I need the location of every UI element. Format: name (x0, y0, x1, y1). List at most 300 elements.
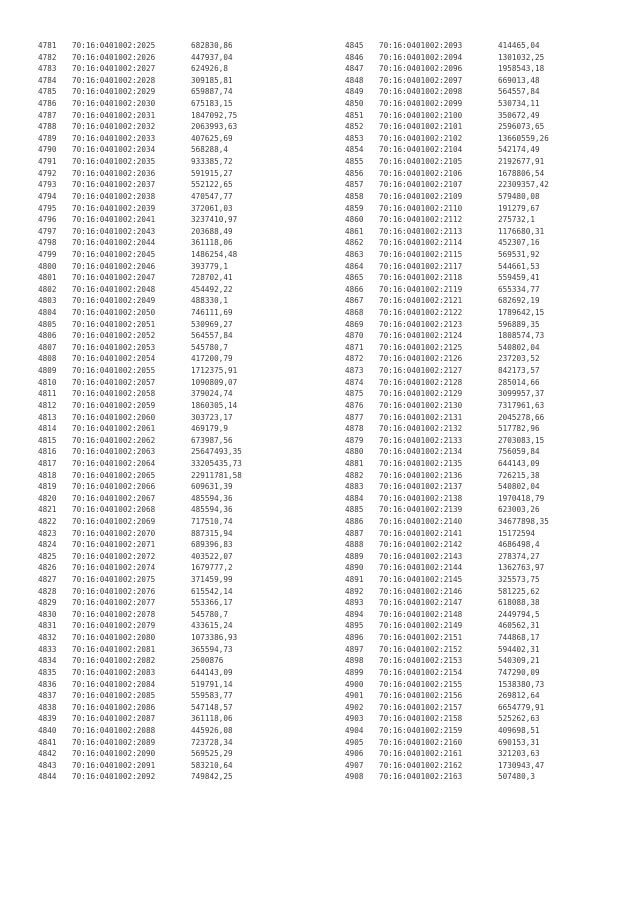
row-number: 4816 (38, 447, 57, 457)
table-row (38, 307, 303, 319)
cadastral-value: 559459,41 (498, 273, 540, 283)
row-number: 4853 (345, 133, 364, 143)
table-row (38, 144, 303, 156)
row-number: 4868 (345, 308, 364, 318)
cadastral-number: 70:16:0401002:2072 (72, 551, 156, 561)
table-row (345, 539, 610, 551)
table-row (345, 63, 610, 75)
cadastral-number: 70:16:0401002:2126 (379, 354, 463, 364)
row-number: 4876 (345, 400, 364, 410)
cadastral-value: 1847092,75 (191, 110, 238, 120)
cadastral-number: 70:16:0401002:2039 (72, 203, 156, 213)
table-row (38, 713, 303, 725)
cadastral-number: 70:16:0401002:2142 (379, 540, 463, 550)
table-row (345, 330, 610, 342)
row-number: 4785 (38, 87, 57, 97)
cadastral-number: 70:16:0401002:2153 (379, 656, 463, 666)
cadastral-number: 70:16:0401002:2101 (379, 122, 463, 132)
cadastral-number: 70:16:0401002:2038 (72, 191, 156, 201)
row-number: 4829 (38, 598, 57, 608)
cadastral-value: 545780,7 (191, 342, 228, 352)
cadastral-number: 70:16:0401002:2057 (72, 377, 156, 387)
cadastral-number: 70:16:0401002:2096 (379, 64, 463, 74)
table-row (38, 644, 303, 656)
cadastral-value: 596889,35 (498, 319, 540, 329)
row-number: 4865 (345, 273, 364, 283)
row-number: 4900 (345, 679, 364, 689)
cadastral-value: 485594,36 (191, 505, 233, 515)
row-number: 4895 (345, 621, 364, 631)
cadastral-number: 70:16:0401002:2045 (72, 249, 156, 259)
cadastral-value: 583210,64 (191, 760, 233, 770)
table-row (38, 493, 303, 505)
table-row (38, 470, 303, 482)
cadastral-value: 22911781,58 (191, 470, 242, 480)
cadastral-number: 70:16:0401002:2066 (72, 482, 156, 492)
cadastral-value: 569525,29 (191, 749, 233, 759)
cadastral-value: 417200,79 (191, 354, 233, 364)
cadastral-number: 70:16:0401002:2099 (379, 99, 463, 109)
cadastral-value: 350672,49 (498, 110, 540, 120)
cadastral-value: 744868,17 (498, 633, 540, 643)
row-number: 4831 (38, 621, 57, 631)
table-row (38, 388, 303, 400)
cadastral-number: 70:16:0401002:2036 (72, 168, 156, 178)
cadastral-number: 70:16:0401002:2044 (72, 238, 156, 248)
cadastral-value: 1860305,14 (191, 400, 238, 410)
cadastral-value: 1678806,54 (498, 168, 545, 178)
table-row (38, 261, 303, 273)
row-number: 4874 (345, 377, 364, 387)
cadastral-number: 70:16:0401002:2067 (72, 493, 156, 503)
cadastral-number: 70:16:0401002:2068 (72, 505, 156, 515)
cadastral-number: 70:16:0401002:2041 (72, 215, 156, 225)
row-number: 4871 (345, 342, 364, 352)
row-number: 4796 (38, 215, 57, 225)
row-number: 4827 (38, 575, 57, 585)
cadastral-number: 70:16:0401002:2058 (72, 389, 156, 399)
cadastral-value: 579480,08 (498, 191, 540, 201)
row-number: 4859 (345, 203, 364, 213)
cadastral-number: 70:16:0401002:2130 (379, 400, 463, 410)
cadastral-value: 371459,99 (191, 575, 233, 585)
table-row (38, 319, 303, 331)
row-number: 4861 (345, 226, 364, 236)
cadastral-number: 70:16:0401002:2158 (379, 714, 463, 724)
cadastral-number: 70:16:0401002:2135 (379, 458, 463, 468)
table-row (38, 435, 303, 447)
table-row (345, 690, 610, 702)
cadastral-number: 70:16:0401002:2127 (379, 366, 463, 376)
cadastral-value: 559583,77 (191, 691, 233, 701)
row-number: 4839 (38, 714, 57, 724)
table-row (38, 667, 303, 679)
cadastral-value: 540802,04 (498, 482, 540, 492)
cadastral-value: 13660559,26 (498, 133, 549, 143)
cadastral-number: 70:16:0401002:2113 (379, 226, 463, 236)
row-number: 4893 (345, 598, 364, 608)
row-number: 4879 (345, 435, 364, 445)
row-number: 4896 (345, 633, 364, 643)
row-number: 4837 (38, 691, 57, 701)
cadastral-number: 70:16:0401002:2063 (72, 447, 156, 457)
cadastral-value: 433615,24 (191, 621, 233, 631)
row-number: 4875 (345, 389, 364, 399)
cadastral-value: 933385,72 (191, 157, 233, 167)
cadastral-number: 70:16:0401002:2078 (72, 609, 156, 619)
cadastral-number: 70:16:0401002:2114 (379, 238, 463, 248)
table-row (345, 203, 610, 215)
cadastral-value: 519791,14 (191, 679, 233, 689)
cadastral-value: 22309357,42 (498, 180, 549, 190)
cadastral-value: 1712375,91 (191, 366, 238, 376)
cadastral-value: 542174,49 (498, 145, 540, 155)
cadastral-number: 70:16:0401002:2074 (72, 563, 156, 573)
cadastral-number: 70:16:0401002:2085 (72, 691, 156, 701)
row-number: 4818 (38, 470, 57, 480)
cadastral-value: 569531,92 (498, 249, 540, 259)
table-row (38, 377, 303, 389)
row-number: 4820 (38, 493, 57, 503)
cadastral-number: 70:16:0401002:2133 (379, 435, 463, 445)
cadastral-number: 70:16:0401002:2059 (72, 400, 156, 410)
row-number: 4844 (38, 772, 57, 782)
cadastral-value: 237203,52 (498, 354, 540, 364)
cadastral-number: 70:16:0401002:2086 (72, 702, 156, 712)
cadastral-value: 689396,83 (191, 540, 233, 550)
row-number: 4821 (38, 505, 57, 515)
cadastral-number: 70:16:0401002:2080 (72, 633, 156, 643)
cadastral-value: 407625,69 (191, 133, 233, 143)
table-row (345, 214, 610, 226)
cadastral-number: 70:16:0401002:2029 (72, 87, 156, 97)
table-row (38, 133, 303, 145)
cadastral-number: 70:16:0401002:2025 (72, 41, 156, 50)
table-row (345, 551, 610, 563)
row-number: 4819 (38, 482, 57, 492)
table-row (345, 284, 610, 296)
cadastral-number: 70:16:0401002:2089 (72, 737, 156, 747)
row-number: 4843 (38, 760, 57, 770)
cadastral-number: 70:16:0401002:2061 (72, 424, 156, 434)
table-row (345, 609, 610, 621)
cadastral-value: 591915,27 (191, 168, 233, 178)
cadastral-value: 594402,31 (498, 644, 540, 654)
table-row (38, 504, 303, 516)
row-number: 4850 (345, 99, 364, 109)
row-number: 4834 (38, 656, 57, 666)
row-number: 4851 (345, 110, 364, 120)
table-row (345, 226, 610, 238)
row-number: 4836 (38, 679, 57, 689)
cadastral-number: 70:16:0401002:2146 (379, 586, 463, 596)
right-column (345, 40, 610, 783)
row-number: 4892 (345, 586, 364, 596)
row-number: 4781 (38, 41, 57, 50)
cadastral-number: 70:16:0401002:2075 (72, 575, 156, 585)
table-row (345, 528, 610, 540)
cadastral-number: 70:16:0401002:2163 (379, 772, 463, 782)
cadastral-value: 191279,67 (498, 203, 540, 213)
cadastral-value: 553366,17 (191, 598, 233, 608)
table-row (38, 52, 303, 64)
cadastral-number: 70:16:0401002:2144 (379, 563, 463, 573)
row-number: 4881 (345, 458, 364, 468)
row-number: 4792 (38, 168, 57, 178)
cadastral-number: 70:16:0401002:2118 (379, 273, 463, 283)
table-row (38, 586, 303, 598)
cadastral-value: 447937,04 (191, 52, 233, 62)
row-number: 4867 (345, 296, 364, 306)
table-row (38, 86, 303, 98)
row-number: 4809 (38, 366, 57, 376)
row-number: 4907 (345, 760, 364, 770)
row-number: 4794 (38, 191, 57, 201)
table-row (345, 156, 610, 168)
cadastral-number: 70:16:0401002:2159 (379, 725, 463, 735)
table-row (38, 284, 303, 296)
row-number: 4883 (345, 482, 364, 492)
cadastral-value: 2045278,66 (498, 412, 545, 422)
cadastral-number: 70:16:0401002:2129 (379, 389, 463, 399)
cadastral-number: 70:16:0401002:2082 (72, 656, 156, 666)
row-number: 4858 (345, 191, 364, 201)
cadastral-number: 70:16:0401002:2119 (379, 284, 463, 294)
cadastral-number: 70:16:0401002:2064 (72, 458, 156, 468)
table-row (38, 620, 303, 632)
table-row (345, 516, 610, 528)
cadastral-number: 70:16:0401002:2060 (72, 412, 156, 422)
cadastral-value: 655334,77 (498, 284, 540, 294)
table-row (345, 562, 610, 574)
table-row (38, 446, 303, 458)
cadastral-value: 445926,08 (191, 725, 233, 735)
table-row (38, 121, 303, 133)
cadastral-value: 1730943,47 (498, 760, 545, 770)
cadastral-number: 70:16:0401002:2154 (379, 667, 463, 677)
cadastral-number: 70:16:0401002:2037 (72, 180, 156, 190)
cadastral-number: 70:16:0401002:2027 (72, 64, 156, 74)
row-number: 4878 (345, 424, 364, 434)
cadastral-value: 470547,77 (191, 191, 233, 201)
cadastral-number: 70:16:0401002:2079 (72, 621, 156, 631)
cadastral-value: 6654779,91 (498, 702, 545, 712)
row-number: 4800 (38, 261, 57, 271)
cadastral-value: 540309,21 (498, 656, 540, 666)
cadastral-number: 70:16:0401002:2054 (72, 354, 156, 364)
cadastral-number: 70:16:0401002:2052 (72, 331, 156, 341)
table-row (38, 214, 303, 226)
cadastral-number: 70:16:0401002:2149 (379, 621, 463, 631)
row-number: 4810 (38, 377, 57, 387)
row-number: 4838 (38, 702, 57, 712)
cadastral-number: 70:16:0401002:2161 (379, 749, 463, 759)
cadastral-number: 70:16:0401002:2048 (72, 284, 156, 294)
cadastral-value: 747290,09 (498, 667, 540, 677)
table-row (38, 423, 303, 435)
cadastral-value: 564557,84 (191, 331, 233, 341)
cadastral-number: 70:16:0401002:2148 (379, 609, 463, 619)
cadastral-value: 682692,19 (498, 296, 540, 306)
cadastral-value: 1362763,97 (498, 563, 545, 573)
cadastral-value: 1789642,15 (498, 308, 545, 318)
cadastral-number: 70:16:0401002:2087 (72, 714, 156, 724)
table-row (345, 249, 610, 261)
row-number: 4828 (38, 586, 57, 596)
row-number: 4840 (38, 725, 57, 735)
cadastral-value: 3099957,37 (498, 389, 545, 399)
row-number: 4887 (345, 528, 364, 538)
row-number: 4845 (345, 41, 364, 50)
row-number: 4786 (38, 99, 57, 109)
cadastral-number: 70:16:0401002:2083 (72, 667, 156, 677)
table-row (345, 353, 610, 365)
row-number: 4846 (345, 52, 364, 62)
row-number: 4889 (345, 551, 364, 561)
table-row (38, 63, 303, 75)
row-number: 4812 (38, 400, 57, 410)
cadastral-value: 623003,26 (498, 505, 540, 515)
row-number: 4826 (38, 563, 57, 573)
table-row (38, 748, 303, 760)
cadastral-value: 460562,31 (498, 621, 540, 631)
cadastral-number: 70:16:0401002:2028 (72, 75, 156, 85)
cadastral-number: 70:16:0401002:2081 (72, 644, 156, 654)
cadastral-number: 70:16:0401002:2100 (379, 110, 463, 120)
cadastral-number: 70:16:0401002:2043 (72, 226, 156, 236)
table-row (38, 40, 303, 52)
cadastral-number: 70:16:0401002:2109 (379, 191, 463, 201)
cadastral-number: 70:16:0401002:2122 (379, 308, 463, 318)
cadastral-value: 746111,69 (191, 308, 233, 318)
cadastral-number: 70:16:0401002:2128 (379, 377, 463, 387)
cadastral-value: 726215,38 (498, 470, 540, 480)
cadastral-value: 717510,74 (191, 516, 233, 526)
table-row (345, 272, 610, 284)
cadastral-number: 70:16:0401002:2104 (379, 145, 463, 155)
row-number: 4870 (345, 331, 364, 341)
cadastral-number: 70:16:0401002:2132 (379, 424, 463, 434)
cadastral-value: 325573,75 (498, 575, 540, 585)
table-row (345, 168, 610, 180)
row-number: 4815 (38, 435, 57, 445)
table-row (38, 168, 303, 180)
cadastral-value: 547148,57 (191, 702, 233, 712)
cadastral-number: 70:16:0401002:2152 (379, 644, 463, 654)
cadastral-number: 70:16:0401002:2091 (72, 760, 156, 770)
table-row (345, 574, 610, 586)
table-row (38, 597, 303, 609)
row-number: 4801 (38, 273, 57, 283)
table-row (345, 388, 610, 400)
cadastral-value: 488330,1 (191, 296, 228, 306)
cadastral-number: 70:16:0401002:2147 (379, 598, 463, 608)
cadastral-value: 3237410,97 (191, 215, 238, 225)
cadastral-value: 615542,14 (191, 586, 233, 596)
cadastral-value: 690153,31 (498, 737, 540, 747)
row-number: 4869 (345, 319, 364, 329)
table-row (38, 539, 303, 551)
cadastral-number: 70:16:0401002:2049 (72, 296, 156, 306)
table-row (38, 330, 303, 342)
cadastral-number: 70:16:0401002:2050 (72, 308, 156, 318)
cadastral-value: 682830,86 (191, 41, 233, 50)
table-row (345, 423, 610, 435)
cadastral-number: 70:16:0401002:2088 (72, 725, 156, 735)
row-number: 4782 (38, 52, 57, 62)
row-number: 4848 (345, 75, 364, 85)
cadastral-value: 2703083,15 (498, 435, 545, 445)
table-row (345, 493, 610, 505)
row-number: 4872 (345, 354, 364, 364)
cadastral-value: 644143,09 (191, 667, 233, 677)
cadastral-number: 70:16:0401002:2136 (379, 470, 463, 480)
table-row (345, 75, 610, 87)
row-number: 4799 (38, 249, 57, 259)
table-row (38, 342, 303, 354)
cadastral-value: 552122,65 (191, 180, 233, 190)
cadastral-value: 749842,25 (191, 772, 233, 782)
row-number: 4897 (345, 644, 364, 654)
cadastral-number: 70:16:0401002:2069 (72, 516, 156, 526)
cadastral-value: 278374,27 (498, 551, 540, 561)
cadastral-value: 203688,49 (191, 226, 233, 236)
table-row (38, 98, 303, 110)
row-number: 4880 (345, 447, 364, 457)
row-number: 4898 (345, 656, 364, 666)
table-row (345, 446, 610, 458)
cadastral-number: 70:16:0401002:2112 (379, 215, 463, 225)
cadastral-number: 70:16:0401002:2065 (72, 470, 156, 480)
table-row (38, 353, 303, 365)
table-row (38, 365, 303, 377)
cadastral-value: 321203,63 (498, 749, 540, 759)
row-number: 4847 (345, 64, 364, 74)
table-row (38, 574, 303, 586)
cadastral-number: 70:16:0401002:2110 (379, 203, 463, 213)
cadastral-number: 70:16:0401002:2162 (379, 760, 463, 770)
table-row (345, 632, 610, 644)
row-number: 4888 (345, 540, 364, 550)
row-number: 4824 (38, 540, 57, 550)
table-row (38, 760, 303, 772)
table-row (345, 435, 610, 447)
table-row (38, 690, 303, 702)
table-row (345, 702, 610, 714)
cadastral-number: 70:16:0401002:2077 (72, 598, 156, 608)
cadastral-value: 618088,38 (498, 598, 540, 608)
cadastral-value: 275732,1 (498, 215, 535, 225)
cadastral-value: 2500876 (191, 656, 224, 666)
table-row (38, 771, 303, 783)
table-row (345, 400, 610, 412)
cadastral-value: 361118,06 (191, 238, 233, 248)
row-number: 4899 (345, 667, 364, 677)
cadastral-number: 70:16:0401002:2030 (72, 99, 156, 109)
table-row (38, 226, 303, 238)
row-number: 4791 (38, 157, 57, 167)
row-number: 4832 (38, 633, 57, 643)
cadastral-number: 70:16:0401002:2053 (72, 342, 156, 352)
table-row (38, 655, 303, 667)
cadastral-number: 70:16:0401002:2026 (72, 52, 156, 62)
row-number: 4894 (345, 609, 364, 619)
cadastral-value: 4686498,4 (498, 540, 540, 550)
cadastral-number: 70:16:0401002:2137 (379, 482, 463, 492)
cadastral-number: 70:16:0401002:2134 (379, 447, 463, 457)
cadastral-value: 269812,64 (498, 691, 540, 701)
cadastral-value: 1538380,73 (498, 679, 545, 689)
